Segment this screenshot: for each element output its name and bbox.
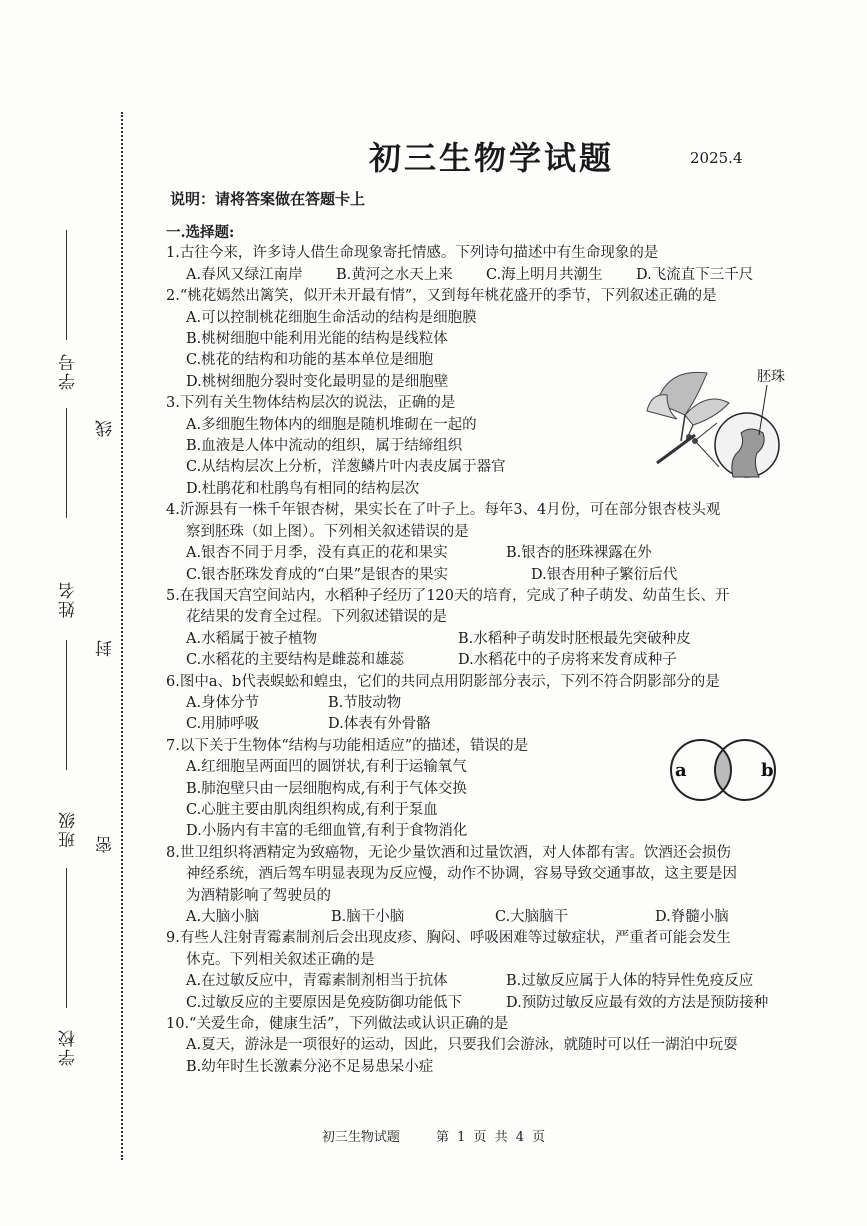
- question-1-options: [166, 265, 826, 286]
- question-2: 2.“桃花嫣然出篱笑，似开未开最有情”，又到每年桃花盛开的季节，下列叙述正确的是: [166, 288, 717, 305]
- option: D.水稻花中的子房将来发育成种子: [458, 652, 677, 669]
- option: C.用肺呼吸: [186, 716, 260, 733]
- question-6-options: [166, 693, 826, 714]
- option: B.血液是人体中流动的组织，属于结缔组织: [186, 438, 463, 455]
- option: C.桃花的结构和功能的基本单位是细胞: [186, 352, 434, 369]
- question-9-cont: 休克。下列相关叙述正确的是: [186, 951, 375, 968]
- seal-mark-seal: 封: [96, 640, 116, 657]
- question-4-options: [166, 565, 826, 586]
- option: C.大脑脑干: [495, 909, 569, 925]
- option: B.幼年时生长激素分泌不足易患呆小症: [186, 1058, 434, 1075]
- question-6: 6.图中a、b代表蜈蚣和蝗虫，它们的共同点用阴影部分表示，下列不符合阴影部分的是: [166, 673, 720, 690]
- question-7: 7.以下关于生物体“结构与功能相适应”的描述，错误的是: [166, 737, 529, 754]
- class-blank: [66, 868, 67, 1008]
- option: D.杜鹃花和杜鹃鸟有相同的结构层次: [186, 480, 420, 497]
- school-label: 学校: [59, 1028, 79, 1066]
- student-id-blank: [66, 230, 67, 340]
- binding-dotted-line: [121, 112, 123, 1160]
- question-10: 10.“关爱生命，健康生活”，下列做法或认识正确的是: [166, 1016, 509, 1033]
- ginkgo-branch: [657, 435, 695, 463]
- zoom-line: [697, 423, 717, 439]
- option: B.过敏反应属于人体的特异性免疫反应: [506, 973, 754, 990]
- option: C.心脏主要由肌肉组织构成,有利于泵血: [186, 801, 438, 818]
- question-9: 9.有些人注射青霉素制剂后会出现皮疹、胸闷、呼吸困难等过敏症状，严重者可能会发生: [166, 930, 731, 947]
- ginkgo-stalk: [681, 415, 685, 441]
- question-6-options: [166, 714, 826, 735]
- option: A.身体分节: [186, 694, 260, 711]
- name-label: 姓名: [59, 580, 79, 618]
- ginkgo-ovule-figure: [637, 363, 797, 483]
- seal-mark-secret: 密: [96, 836, 116, 853]
- option: A.大脑小脑: [186, 909, 260, 925]
- option: A.春风又绿江南岸: [186, 266, 303, 283]
- option: D.小肠内有丰富的毛细血管,有利于食物消化: [186, 823, 468, 840]
- name-blank: [66, 640, 67, 770]
- instruction-note: 说明：请将答案做在答题卡上: [170, 190, 366, 208]
- option: B.肺泡壁只由一层细胞构成,有利于气体交换: [186, 780, 467, 797]
- question-4-cont: 察到胚珠（如上图）。下列相关叙述错误的是: [186, 523, 469, 540]
- option: D.桃树细胞分裂时变化最明显的是细胞壁: [186, 373, 449, 390]
- option: A.红细胞呈两面凹的圆饼状,有利于运输氧气: [186, 759, 467, 776]
- question-5-options: [166, 629, 826, 650]
- option: D.飞流直下三千尺: [636, 266, 754, 283]
- option: D.体表有外骨骼: [328, 716, 431, 733]
- option: B.桃树细胞中能利用光能的结构是线粒体: [186, 331, 448, 348]
- footer-exam-name: 初三生物试题: [321, 1130, 400, 1145]
- option: B.水稻种子萌发时胚根最先突破种皮: [458, 630, 691, 647]
- question-8-cont: 神经系统，酒后驾车明显表现为反应慢，动作不协调，容易导致交通事故，这主要是因: [186, 866, 737, 883]
- option: A.可以控制桃花细胞生命活动的结构是细胞膜: [186, 309, 477, 326]
- option: C.水稻花的主要结构是雌蕊和雄蕊: [186, 652, 405, 669]
- ovule-label: 胚珠: [757, 369, 785, 385]
- option: C.海上明月共潮生: [486, 266, 603, 283]
- option: B.黄河之水天上来: [336, 266, 453, 283]
- class-label: 班级: [59, 810, 79, 848]
- option: A.多细胞生物体内的细胞是随机堆砌在一起的: [186, 416, 477, 433]
- option: A.银杏不同于月季，没有真正的花和果实: [186, 545, 448, 562]
- question-9-options: [166, 971, 826, 992]
- page-title: 初三生物学试题: [369, 139, 615, 177]
- question-8-cont: 为酒精影响了驾驶员的: [186, 887, 331, 904]
- option: A.在过敏反应中，青霉素制剂相当于抗体: [186, 973, 448, 990]
- question-5: 5.在我国天宫空间站内，水稻种子经历了120天的培育，完成了种子萌发、幼苗生长、开: [166, 587, 730, 604]
- seal-mark-line: 线: [96, 420, 116, 437]
- question-1: 1.古往今来，许多诗人借生命现象寄托情感。下列诗句描述中有生命现象的是: [166, 245, 659, 262]
- question-8-options: [166, 907, 826, 928]
- footer-page-number: 第 1 页 共 4 页: [435, 1130, 546, 1145]
- page-footer: [0, 1126, 867, 1145]
- option: A.夏天，游泳是一项很好的运动，因此，只要我们会游泳，就随时可以任一湖泊中玩耍: [186, 1037, 738, 1054]
- option: B.银杏的胚珠裸露在外: [506, 545, 652, 562]
- option: A.水稻属于被子植物: [186, 630, 318, 647]
- section-title: 一.选择题:: [166, 224, 235, 241]
- option: D.预防过敏反应最有效的方法是预防接种: [506, 994, 769, 1011]
- option: C.过敏反应的主要原因是免疫防御功能低下: [186, 994, 463, 1011]
- venn-label-b: b: [761, 760, 774, 781]
- option: C.从结构层次上分析，洋葱鳞片叶内表皮属于器官: [186, 459, 506, 476]
- student-id-label: 学号: [59, 352, 79, 390]
- option: D.脊髓小脑: [655, 909, 729, 925]
- option: C.银杏胚珠发育成的“白果”是银杏的果实: [186, 566, 449, 583]
- exam-date: 2025.4: [690, 149, 743, 167]
- option: B.节肢动物: [328, 694, 402, 711]
- question-4-options: [166, 543, 826, 564]
- option: D.银杏用种子繁衍后代: [531, 566, 678, 583]
- venn-label-a: a: [675, 760, 687, 781]
- question-8: 8.世卫组织将酒精定为致癌物，无论少量饮酒和过量饮酒，对人体都有害。饮酒还会损伤: [166, 844, 731, 861]
- question-list: [166, 222, 826, 1078]
- option: B.脑干小脑: [331, 909, 405, 925]
- question-5-cont: 花结果的发育全过程。下列叙述错误的是: [186, 609, 447, 626]
- question-5-options: [166, 650, 826, 671]
- question-3: 3.下列有关生物体结构层次的说法，正确的是: [166, 395, 456, 412]
- question-9-options: [166, 993, 826, 1014]
- question-4: 4.沂源县有一株千年银杏树，果实长在了叶子上。每年3、4月份，可在部分银杏枝头观: [166, 502, 721, 519]
- name-blank-upper: [66, 408, 67, 518]
- venn-diagram: [653, 735, 793, 805]
